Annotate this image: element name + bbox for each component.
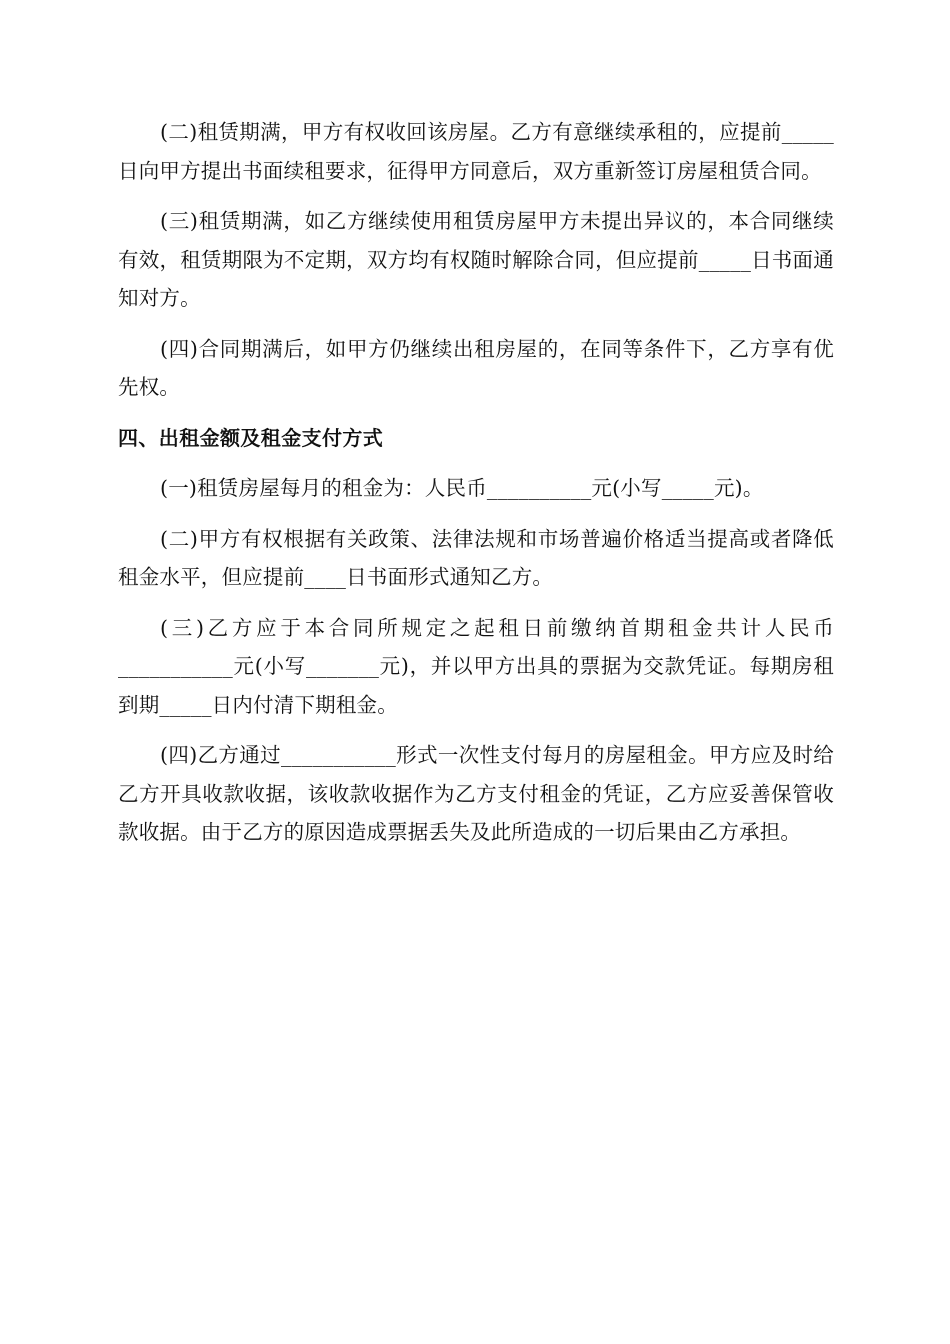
clause-paragraph-continued-use: (三)租赁期满，如乙方继续使用租赁房屋甲方未提出异议的，本合同继续有效，租赁期限为不定期，双方均有权随时解除合同，但应提前_____日书面通知对方。 bbox=[118, 209, 834, 310]
clause-paragraph-renewal: (二)租赁期满，甲方有权收回该房屋。乙方有意继续承租的，应提前_____日向甲方提出书面续租要求，征得甲方同意后，双方重新签订房屋租赁合同。 bbox=[118, 120, 834, 183]
document-body bbox=[118, 113, 834, 864]
clause-paragraph-rent-adjustment: (二)甲方有权根据有关政策、法律法规和市场普遍价格适当提高或者降低租金水平，但应提前____日书面形式通知乙方。 bbox=[118, 526, 834, 589]
clause-paragraph-first-payment: (三)乙方应于本合同所规定之起租日前缴纳首期租金共计人民币___________元(小写_______元)，并以甲方出具的票据为交款凭证。每期房租到期_____日内付清下期租金。 bbox=[118, 615, 834, 717]
clause-paragraph-priority: (四)合同期满后，如甲方仍继续出租房屋的，在同等条件下，乙方享有优先权。 bbox=[118, 336, 834, 399]
clause-paragraph-payment-method: (四)乙方通过___________形式一次性支付每月的房屋租金。甲方应及时给乙方开具收款收据，该收款收据作为乙方支付租金的凭证，乙方应妥善保管收款收据。由于乙方的原因造成票据丢失及此所造成的一切后果由乙方承担。 bbox=[118, 743, 834, 844]
section-heading: 四、出租金额及租金支付方式 bbox=[118, 425, 384, 450]
clause-paragraph-monthly-rent: (一)租赁房屋每月的租金为：人民币__________元(小写_____元)。 bbox=[160, 476, 764, 500]
